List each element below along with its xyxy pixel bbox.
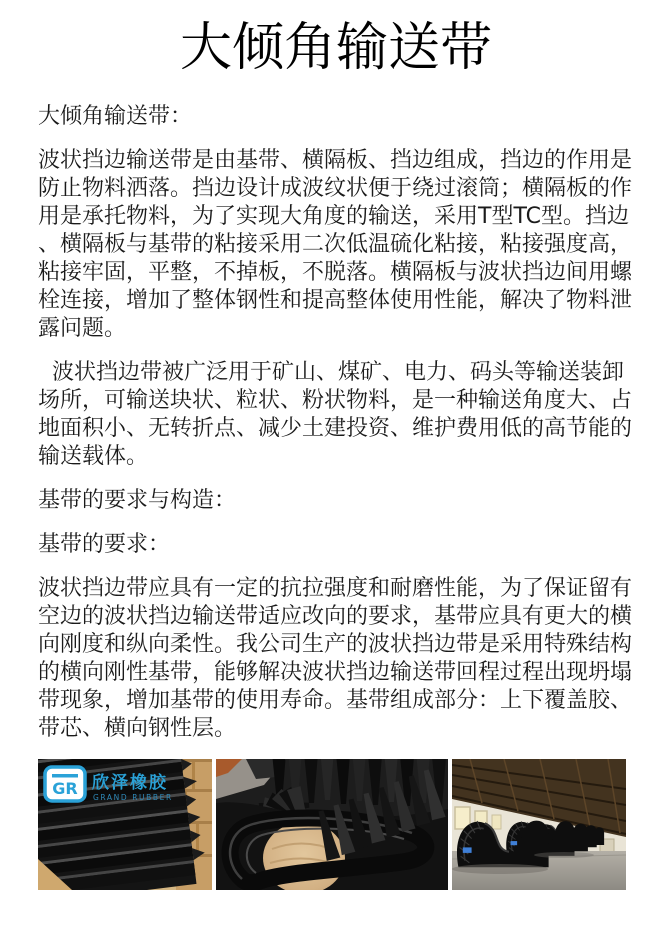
paragraph-baseband-detail: 波状挡边带应具有一定的抗拉强度和耐磨性能，为了保证留有空边的波状挡边输送带适应改向的要求，基带应具有更大的横向刚度和纵向柔性。我公司生产的波状挡边带是采用特殊结构的横向刚性基带，能够解决波状挡边输送带回程过程出现坍塌带现象，增加基带的使用寿命。基带组成部分：上下覆盖胶、带芯、横向钢性层。 — [38, 576, 633, 741]
belt-loop-illustration — [216, 759, 448, 890]
brand-monogram: GR — [52, 779, 78, 798]
brand-logo — [45, 767, 173, 802]
brand-name-en: GRAND RUBBER — [93, 793, 173, 802]
paragraph-intro-label: 大倾角输送带： — [38, 104, 193, 129]
document-page — [0, 16, 666, 946]
product-photo-row — [38, 759, 634, 890]
brand-name-cn: 欣泽橡胶 — [92, 773, 168, 793]
paragraph-applications: 波状挡边带被广泛用于矿山、煤矿、电力、码头等输送装卸场所，可输送块状、粒状、粉状物料，是一种输送角度大、占地面积小、无转折点、减少土建投资、维护费用低的高节能的输送载体。 — [38, 360, 633, 469]
document-content — [0, 16, 666, 890]
product-photo-sidewall-strips — [38, 759, 212, 890]
belt-shadow — [452, 864, 548, 874]
sidewall-strips-illustration — [38, 759, 212, 890]
brand-logo-bar — [52, 774, 78, 778]
paragraph-baseband-requirement-heading: 基带的要求： — [38, 532, 171, 557]
paragraph-structure: 波状挡边输送带是由基带、横隔板、挡边组成，挡边的作用是防止物料洒落。挡边设计成波纹状便于绕过滚筒；横隔板的作用是承托物料，为了实现大角度的输送，采用T型TC型。挡边、横隔板与基带的粘接采用二次低温硫化粘接，粘接强度高，粘接牢固，平整，不掉板，不脱落。横隔板与波状挡边间用螺栓连接，增加了整体钢性和提高整体使用性能，解决了物料泄露问题。 — [38, 148, 633, 341]
product-photo-warehouse — [452, 759, 626, 890]
product-photo-belt-loop-closeup — [216, 759, 448, 890]
warehouse-illustration — [452, 759, 626, 890]
page-title: 大倾角输送带 — [179, 18, 492, 78]
paragraph-baseband-heading: 基带的要求与构造： — [38, 488, 237, 513]
belt-shadow — [534, 852, 594, 858]
